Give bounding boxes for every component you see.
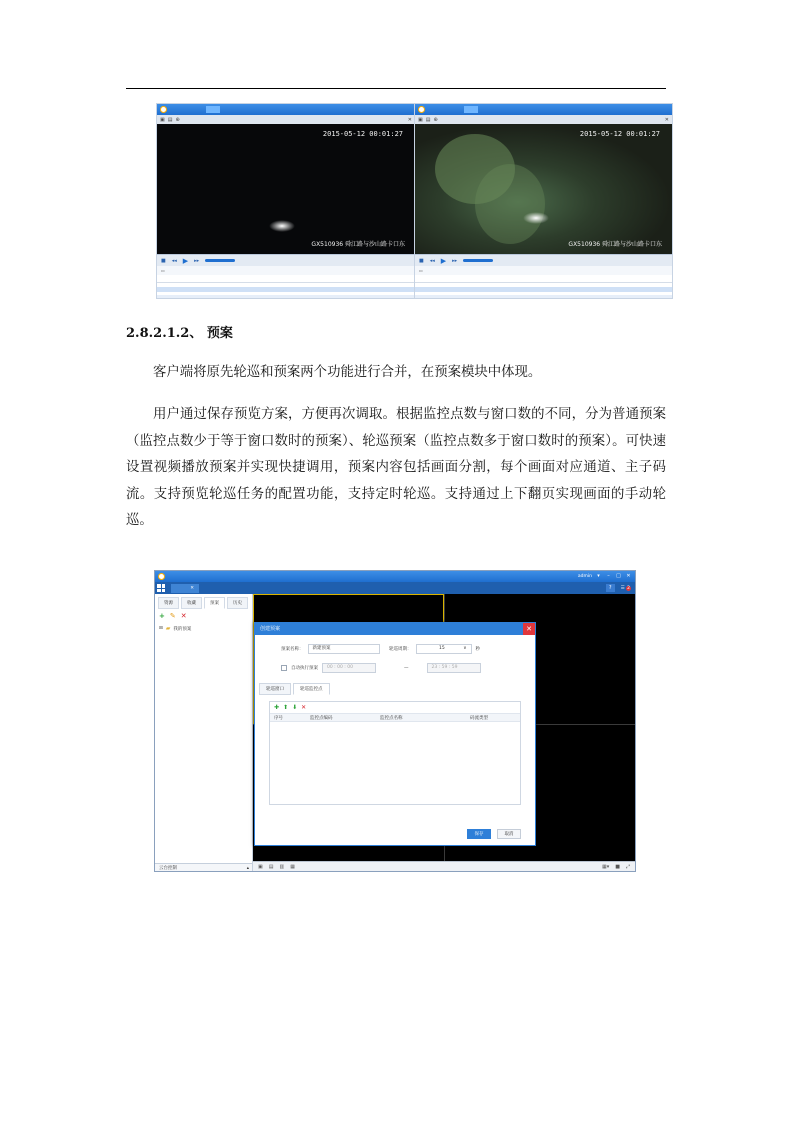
ptz-control-label: 云台控制 (159, 866, 177, 871)
interval-select[interactable] (416, 644, 472, 654)
expand-icon[interactable]: ⊟ (159, 626, 163, 631)
settings-icon[interactable]: ▾ (597, 573, 600, 579)
add-icon[interactable]: ✚ (274, 704, 280, 711)
tab-patrol-cameras[interactable]: 轮巡监控点 (293, 683, 330, 695)
dialog-title-text: 创建预案 (260, 626, 281, 632)
playback-tab[interactable] (170, 106, 186, 113)
timeline-track[interactable] (415, 287, 672, 292)
preset-name-input[interactable]: 新建预案 (308, 644, 380, 654)
app-logo-icon (160, 106, 167, 113)
zoom-icon[interactable]: ⊕ (175, 116, 180, 123)
tree-root[interactable] (155, 623, 252, 634)
snapshot-icon[interactable]: ▣ (160, 116, 165, 123)
start-time-input[interactable]: 00 : 00 : 00 (322, 663, 376, 673)
expand-up-icon[interactable]: ▴ (246, 866, 249, 871)
client-titlebar (155, 571, 635, 582)
volume-bar[interactable] (205, 259, 235, 262)
client-tabbar (155, 582, 635, 594)
play-icon[interactable]: ▶ (440, 256, 447, 265)
osd-timestamp: 2015-05-12 00:01:27 (579, 130, 660, 138)
video-frame (415, 124, 672, 254)
delete-icon[interactable]: ✕ (301, 704, 307, 711)
osd-timestamp: 2015-05-12 00:01:27 (322, 130, 403, 138)
tab-resource[interactable]: 资源 (158, 597, 179, 609)
cancel-button[interactable]: 取消 (497, 829, 521, 839)
interval-row (389, 644, 480, 654)
create-preset-dialog (254, 622, 536, 846)
interval-label: 轮巡周期： (389, 647, 412, 652)
interval-unit: 秒 (475, 647, 480, 652)
auto-run-label: 自动执行预案 (291, 666, 318, 671)
playback-controls (157, 254, 415, 266)
tab-history[interactable]: 历史 (227, 597, 248, 609)
sidebar-tools (155, 609, 252, 623)
record-icon[interactable]: ▤ (167, 116, 173, 123)
ptz-control-bar[interactable] (155, 863, 252, 872)
rewind-icon[interactable]: ◂◂ (429, 257, 435, 264)
light-spot (523, 212, 549, 224)
timeline-track[interactable] (157, 287, 415, 292)
col-camera-name: 监控点名称 (380, 715, 403, 721)
light-spot (269, 220, 295, 232)
paragraph: 用户通过保存预览方案，方便再次调取。根据监控点数与窗口数的不同，分为普通预案（监控点数少于等于窗口数时的预案）、轮巡预案（监控点数多于窗口数时的预案）。可快速设置视频播放预案并实现快捷调用，预案内容包括画面分割，每个画面对应通道、主子码流。支持预览轮巡任务的配置功能，支持定时轮巡。支持通过上下翻页实现画面的手动轮巡。 (126, 407, 666, 528)
chevron-down-icon: ∨ (463, 646, 467, 651)
playback-tab-active[interactable] (464, 106, 478, 113)
header-rule (126, 88, 666, 89)
dialog-footer (467, 829, 521, 839)
forward-icon[interactable]: ▸▸ (194, 257, 200, 264)
close-icon[interactable]: ✕ (523, 623, 535, 635)
close-icon[interactable]: ✕ (626, 573, 631, 579)
timeline[interactable] (157, 275, 415, 299)
move-up-icon[interactable]: ⬆ (283, 704, 289, 711)
help-icon[interactable]: ? (606, 584, 615, 592)
playback-titlebar (157, 104, 415, 115)
playback-titlebar (415, 104, 672, 115)
camera-table-header (270, 713, 520, 722)
play-icon[interactable]: ▶ (182, 256, 189, 265)
dialog-subtabs (259, 683, 330, 695)
stop-icon[interactable]: ■ (419, 257, 424, 264)
edit-icon[interactable]: ✎ (169, 612, 176, 620)
file-icon: ▭ (419, 268, 423, 273)
screenshot-icon[interactable]: ▣ (258, 863, 263, 870)
osd-camera-name: GX510936 舜江路与沙山路卡口东 (568, 241, 662, 248)
playback-tab[interactable] (428, 106, 444, 113)
auto-run-checkbox[interactable] (281, 665, 287, 671)
resource-sidebar (155, 594, 253, 872)
playback-tab-active[interactable] (206, 106, 220, 113)
timeline[interactable] (415, 275, 672, 299)
col-camera-code: 监控点编码 (310, 715, 333, 721)
col-stream-type: 码流类型 (470, 715, 488, 721)
dialog-title (255, 623, 535, 635)
playback-window-left (156, 103, 416, 299)
add-icon[interactable]: + (159, 612, 165, 620)
close-icon[interactable]: ✕ (664, 116, 669, 123)
volume-bar[interactable] (463, 259, 493, 262)
delete-icon[interactable]: ✕ (180, 612, 187, 620)
folder-icon: ▰ (165, 625, 171, 632)
paragraph: 客户端将原先轮巡和预案两个功能进行合并，在预案模块中体现。 (153, 365, 542, 380)
maximize-icon[interactable]: □ (616, 573, 621, 579)
preset-name-label: 预案名称： (281, 647, 304, 652)
layout-icon[interactable]: ▦▾ (602, 863, 610, 870)
camera-list-panel (269, 701, 521, 805)
minimize-icon[interactable]: – (607, 573, 610, 579)
window-icon[interactable]: ▦ (290, 863, 295, 870)
app-logo-icon (158, 573, 165, 580)
expand-icon[interactable]: ⤢ (625, 863, 630, 870)
section-heading: 2.8.2.1.2、 预案 (126, 326, 233, 341)
sidebar-tabs (155, 594, 252, 609)
tree-root-label: 我的预案 (173, 626, 192, 632)
timeline-track-secondary[interactable] (415, 295, 672, 298)
tab-preset[interactable]: 预案 (204, 597, 225, 609)
osd-camera-name: GX510936 舜江路与沙山路卡口东 (311, 241, 405, 248)
file-bar (157, 266, 415, 275)
camera-list-tools (270, 702, 520, 713)
time-separator: — (404, 665, 409, 671)
playback-window-right (414, 103, 673, 299)
playback-controls (415, 254, 672, 266)
playback-toolbar (157, 115, 415, 124)
col-index: 序号 (274, 715, 283, 721)
end-time-input[interactable]: 23 : 59 : 59 (427, 663, 481, 673)
tab-patrol-window[interactable]: 轮巡窗口 (259, 683, 291, 695)
timeline-ticks (157, 275, 415, 283)
record-icon[interactable]: ▥ (279, 863, 285, 870)
stop-icon[interactable]: ■ (161, 257, 166, 264)
video-bottombar (253, 861, 635, 871)
module-grid-icon[interactable] (157, 584, 165, 592)
file-icon: ▭ (161, 268, 165, 273)
app-logo-icon (418, 106, 425, 113)
playback-tab[interactable] (189, 106, 203, 113)
zoom-icon[interactable]: ⊕ (433, 116, 438, 123)
folder-open-icon[interactable]: ▤ (268, 863, 274, 870)
menu-button[interactable]: ☰ 2 (620, 585, 630, 591)
foliage (475, 164, 545, 244)
forward-icon[interactable]: ▸▸ (452, 257, 458, 264)
timeline-track-secondary[interactable] (157, 295, 415, 298)
save-button[interactable]: 保存 (467, 829, 491, 839)
notify-badge: 2 (627, 585, 630, 591)
tab-preview[interactable]: ✕ (171, 584, 199, 593)
tab-favorites[interactable]: 收藏 (181, 597, 202, 609)
preset-name-row (281, 644, 380, 654)
timeline-ticks (415, 275, 672, 283)
playback-toolbar (415, 115, 672, 124)
auto-run-row (281, 663, 481, 673)
current-user[interactable]: admin (577, 574, 592, 579)
snapshot-icon[interactable]: ▣ (418, 116, 423, 123)
file-bar (415, 266, 672, 275)
fullscreen-icon[interactable]: ■ (615, 863, 620, 870)
record-icon[interactable]: ▤ (425, 116, 431, 123)
video-frame (157, 124, 415, 254)
playback-tab[interactable] (447, 106, 461, 113)
close-icon[interactable]: ✕ (407, 116, 412, 123)
rewind-icon[interactable]: ◂◂ (171, 257, 177, 264)
interval-value: 15 (438, 646, 445, 651)
move-down-icon[interactable]: ⬇ (292, 704, 298, 711)
